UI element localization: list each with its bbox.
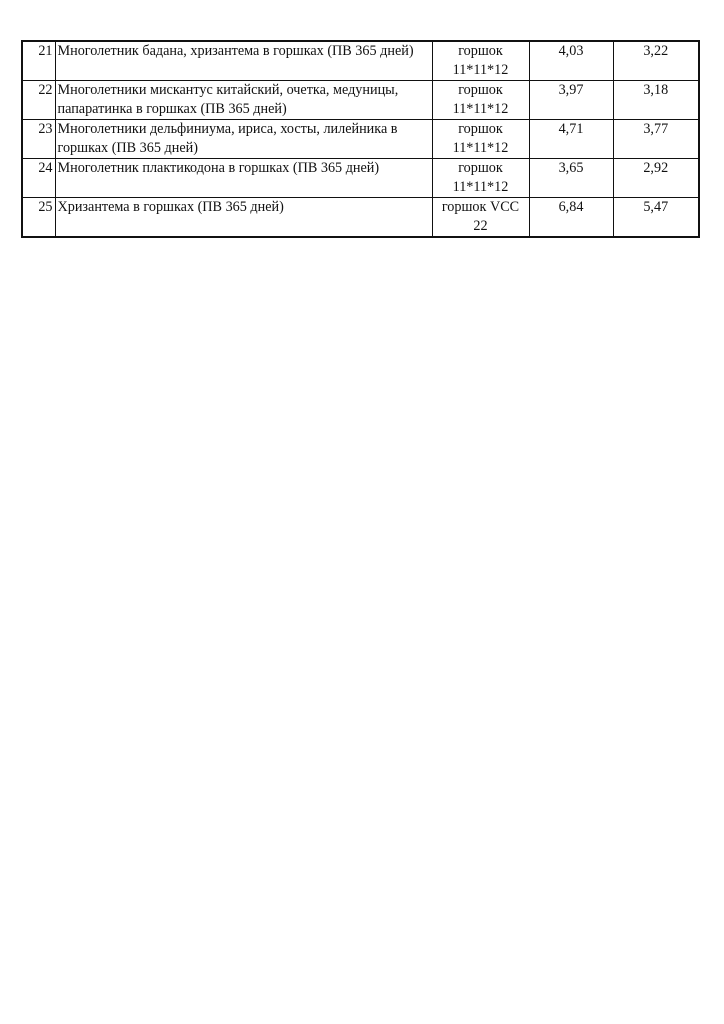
row-number: 25: [22, 198, 55, 238]
row-number: 23: [22, 120, 55, 159]
item-price: 3,65: [529, 159, 613, 198]
item-price-secondary: 2,92: [613, 159, 699, 198]
item-name: Многолетник плактикодона в горшках (ПВ 365 дней): [55, 159, 432, 198]
item-unit: горшок 11*11*12: [432, 81, 529, 120]
item-unit: горшок 11*11*12: [432, 159, 529, 198]
table-row: [22, 41, 699, 81]
item-unit: горшок VCC 22: [432, 198, 529, 238]
item-name: Хризантема в горшках (ПВ 365 дней): [55, 198, 432, 238]
item-name: Многолетники мискантус китайский, очетка, медуницы, папаратинка в горшках (ПВ 365 дней): [55, 81, 432, 120]
item-price-secondary: 5,47: [613, 198, 699, 238]
row-number: 24: [22, 159, 55, 198]
item-price: 6,84: [529, 198, 613, 238]
item-price: 3,97: [529, 81, 613, 120]
item-name: Многолетники дельфиниума, ириса, хосты, лилейника в горшках (ПВ 365 дней): [55, 120, 432, 159]
row-number: 21: [22, 41, 55, 81]
item-unit: горшок 11*11*12: [432, 41, 529, 81]
table-row: [22, 81, 699, 120]
table-row: [22, 159, 699, 198]
item-price-secondary: 3,77: [613, 120, 699, 159]
item-price: 4,71: [529, 120, 613, 159]
price-table: [21, 40, 700, 238]
item-price: 4,03: [529, 41, 613, 81]
row-number: 22: [22, 81, 55, 120]
item-price-secondary: 3,18: [613, 81, 699, 120]
table-row: [22, 198, 699, 238]
item-name: Многолетник бадана, хризантема в горшках (ПВ 365 дней): [55, 41, 432, 81]
item-unit: горшок 11*11*12: [432, 120, 529, 159]
table-row: [22, 120, 699, 159]
item-price-secondary: 3,22: [613, 41, 699, 81]
